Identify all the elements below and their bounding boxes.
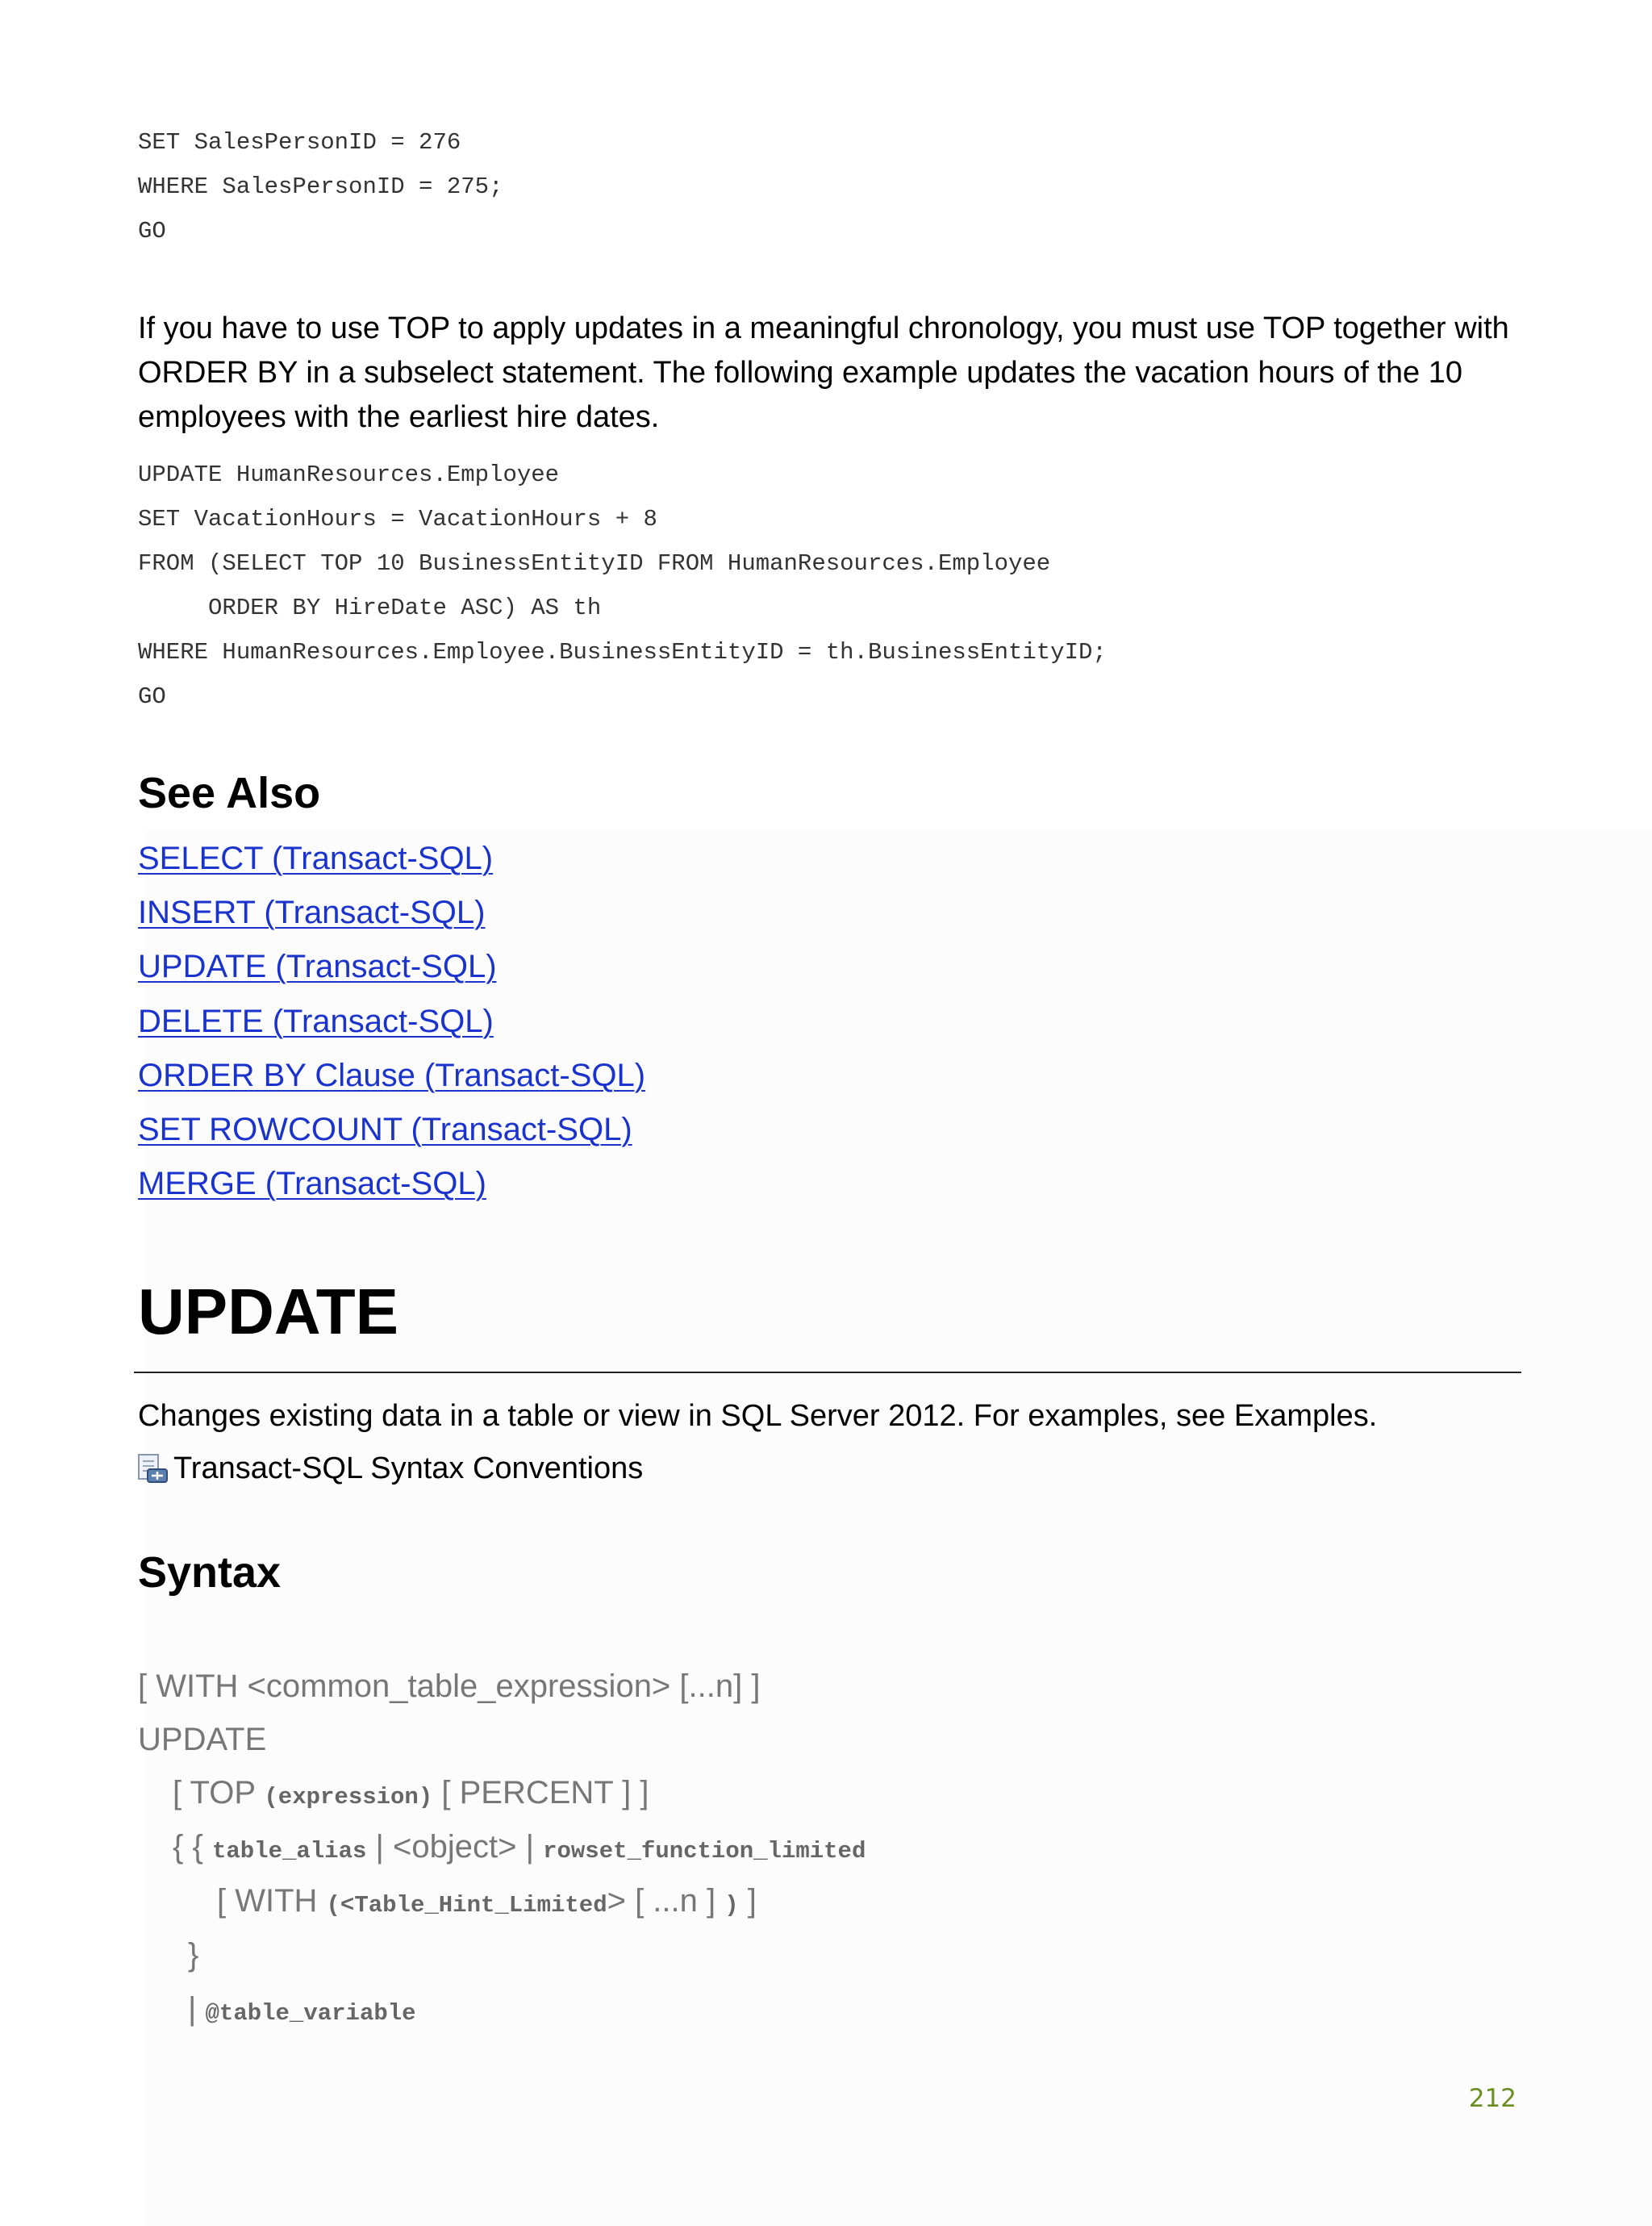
syntax-text: { { xyxy=(173,1829,212,1865)
code-line: GO xyxy=(138,218,166,244)
syntax-text: [ PERCENT ] ] xyxy=(432,1775,649,1810)
link-select[interactable]: SELECT (Transact-SQL) xyxy=(138,841,494,876)
link-order-by[interactable]: ORDER BY Clause (Transact-SQL) xyxy=(138,1057,646,1093)
syntax-heading: Syntax xyxy=(138,1548,282,1597)
syntax-argument: Table_Hint_Limited xyxy=(354,1892,607,1919)
code-line: FROM (SELECT TOP 10 BusinessEntityID FROM HumanResources.Employee xyxy=(138,550,1051,577)
link-delete[interactable]: DELETE (Transact-SQL) xyxy=(138,1003,494,1039)
syntax-argument: ) xyxy=(724,1892,739,1919)
title-divider xyxy=(134,1372,1521,1373)
syntax-line-table-variable xyxy=(188,1982,416,2040)
link-merge[interactable]: MERGE (Transact-SQL) xyxy=(138,1166,486,1202)
intro-paragraph: If you have to use TOP to apply updates in a meaningful chronology, you must use TOP together with ORDER BY in a subselect statement. The following example updates the vacation hours of the 10 employees with the earliest hire dates. xyxy=(138,311,1509,434)
syntax-argument: rowset_function_limited xyxy=(543,1838,866,1865)
page-number: 212 xyxy=(1468,2084,1516,2113)
syntax-conventions-link[interactable] xyxy=(138,1447,643,1491)
syntax-argument: table_alias xyxy=(211,1838,367,1865)
syntax-text: [ TOP xyxy=(173,1775,265,1810)
code-line: WHERE HumanResources.Employee.BusinessEntityID = th.BusinessEntityID; xyxy=(138,639,1107,666)
code-line: WHERE SalesPersonID = 275; xyxy=(138,173,503,200)
code-line: SET VacationHours = VacationHours + 8 xyxy=(138,506,657,532)
see-also-links xyxy=(138,832,645,1211)
syntax-line-target xyxy=(173,1820,866,1878)
syntax-line-hint xyxy=(217,1874,757,1932)
syntax-line-top xyxy=(173,1766,649,1824)
link-set-rowcount[interactable]: SET ROWCOUNT (Transact-SQL) xyxy=(138,1112,632,1148)
link-update[interactable]: UPDATE (Transact-SQL) xyxy=(138,949,497,985)
syntax-line-close-brace: } xyxy=(188,1937,199,1973)
code-line: SET SalesPersonID = 276 xyxy=(138,129,461,156)
code-block-2 xyxy=(138,453,1107,719)
see-also-heading: See Also xyxy=(138,769,321,817)
syntax-text: | xyxy=(188,1991,206,2027)
syntax-argument: (expression) xyxy=(264,1784,433,1810)
code-line: ORDER BY HireDate ASC) AS th xyxy=(138,595,602,621)
syntax-argument: (< xyxy=(326,1892,355,1919)
syntax-line-with: [ WITH <common_table_expression> [...n] ] xyxy=(138,1668,761,1704)
code-line: GO xyxy=(138,683,166,710)
syntax-text: [ WITH xyxy=(217,1883,327,1919)
syntax-text: ] xyxy=(738,1883,757,1919)
syntax-conventions-icon xyxy=(136,1451,172,1487)
syntax-argument: @table_variable xyxy=(205,2000,416,2027)
link-insert[interactable]: INSERT (Transact-SQL) xyxy=(138,895,486,931)
syntax-line-update: UPDATE xyxy=(138,1722,267,1757)
update-description: Changes existing data in a table or view in SQL Server 2012. For examples, see Examples. xyxy=(138,1399,1378,1433)
syntax-text: > [ ...n ] xyxy=(607,1883,725,1919)
update-title: UPDATE xyxy=(138,1276,398,1347)
conventions-label: Transact-SQL Syntax Conventions xyxy=(173,1451,644,1485)
code-block-1 xyxy=(138,120,503,253)
syntax-text: | <object> | xyxy=(366,1829,544,1865)
code-line: UPDATE HumanResources.Employee xyxy=(138,461,560,488)
